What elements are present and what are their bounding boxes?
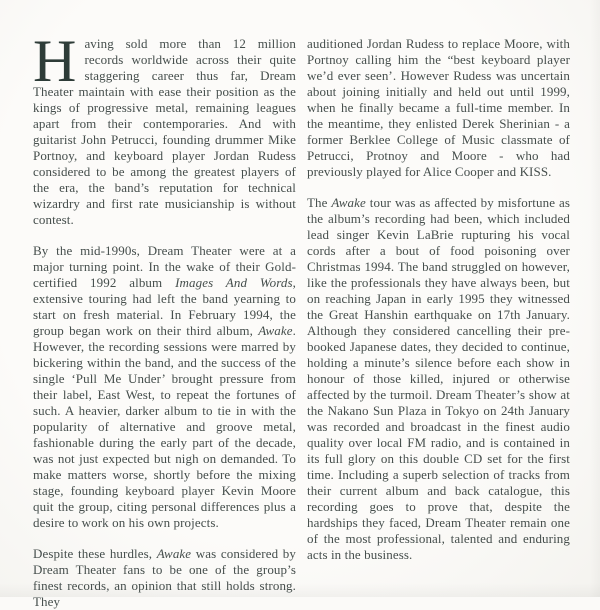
paragraph bbox=[33, 243, 296, 531]
italic-text: Images And Words bbox=[175, 275, 293, 290]
body-text: was considered by Dream Theater fans to be one of the group’s finest records, an opinion that still holds strong. They bbox=[33, 546, 296, 609]
body-text: The bbox=[307, 195, 332, 210]
right-column bbox=[307, 36, 570, 567]
italic-text: Awake bbox=[258, 323, 293, 338]
left-column bbox=[33, 28, 297, 609]
italic-text: Awake bbox=[156, 546, 192, 561]
paragraph bbox=[33, 546, 296, 610]
body-text: auditioned Jordan Rudess to replace Moore, with Portnoy calling him the “best keyboard player we’d ever seen’. However Rudess was uncertain about joining initially and held out until 1999, when he finally became a full-time member. In the meantime, they enlisted Derek Sherinian - a former Berklee College of Music classmate of Petrucci, Protnoy and Moore - who had previously played for Alice Cooper and KISS. bbox=[307, 36, 570, 179]
liner-notes-article bbox=[33, 28, 570, 609]
italic-text: Awake bbox=[331, 195, 366, 210]
body-text: Despite these hurdles, bbox=[33, 546, 157, 561]
paragraph bbox=[307, 36, 570, 180]
body-text: tour was as affected by misfortune as the album’s recording had been, which included lead singer Kevin LaBrie rupturing his vocal cords after a bout of food poisoning over Christmas 1994. The band struggled on however, like the professionals they have always been, but on reaching Japan in early 1995 they witnessed the Great Hanshin earthquake on 17th January. Although they considered cancelling their pre-booked Japanese dates, they decided to continue, holding a minute’s silence before each show in honour of those killed, injured or otherwise affected by the turmoil. Dream Theater’s show at the Nakano Sun Plaza in Tokyo on 24th January was recorded and broadcast in the finest audio quality over local FM radio, and is contained in its full glory on this double CD set for the first time. Including a superb selection of tracks from their current album and back catalogue, this recording goes to prove that, despite the hardships they faced, Dream Theater remain one of the most professional, talented and enduring acts in the business. bbox=[307, 195, 570, 562]
body-text: . However, the recording sessions were marred by bickering within the band, and the success of the single ‘Pull Me Under’ brought pressure from their label, East West, to repeat the fortunes of such. A heavier, darker album to tie in with the popularity of alternative and groove metal, fashionable during the early part of the decade, was not just expected but nigh on demanded. To make matters worse, shortly before the mixing stage, founding keyboard player Kevin Moore quit the group, citing personal differences plus a desire to work on his own projects. bbox=[33, 323, 296, 530]
body-text: By the mid-1990s, Dream Theater were at a major turning point. In the wake of their Gold-certified 1992 album bbox=[33, 243, 296, 290]
paragraph bbox=[33, 28, 296, 228]
body-text: , extensive touring had left the band yearning to start on fresh material. In February 1994, the group began work on their third album, bbox=[33, 275, 297, 338]
paragraph bbox=[307, 195, 570, 563]
body-text: aving sold more than 12 million records worldwide across their quite staggering career thus far, Dream Theater maintain with ease their position as the kings of progressive metal, remaining leagues apart from their contemporaries. And with guitarist John Petrucci, founding drummer Mike Portnoy, and keyboard player Jordan Rudess considered to be among the greatest players of the era, the band’s reputation for technical wizardry and first rate musicianship is without contest. bbox=[33, 36, 296, 227]
dropcap-letter: H bbox=[33, 28, 77, 94]
